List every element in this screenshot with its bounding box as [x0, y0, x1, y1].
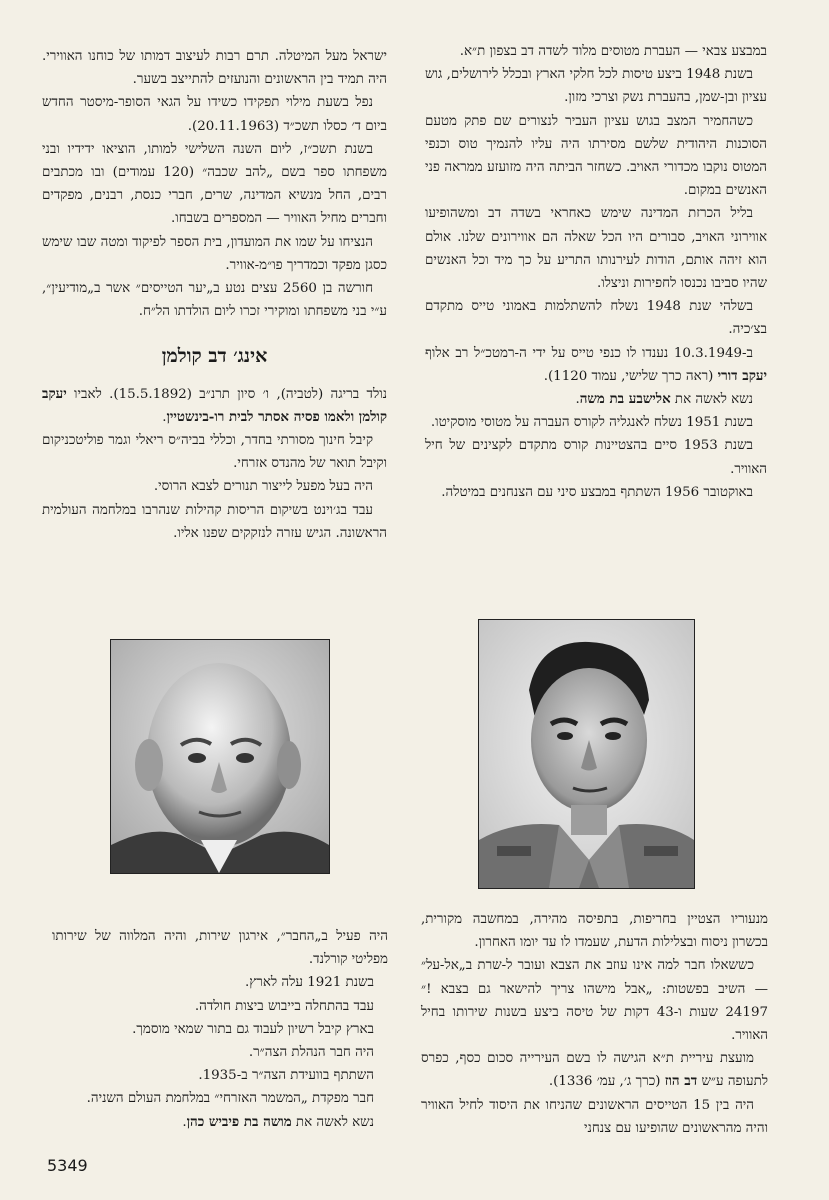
paragraph [421, 1047, 768, 1093]
paragraph: כששאלו חבר למה אינו עוזב את הצבא ועובר ל-שרת ב„אל-על״ — השיב בפשטות: „אבל מישהו צריך להישאר גם בצבא !״ 24197 שעות ו-43 דקות של טיסה ביצע בשנות שירותו בחיל האוויר. [421, 958, 768, 1044]
bold-name: יעקב דורי [717, 367, 767, 384]
section-title: אינג׳ דב קולמן [161, 345, 268, 368]
paragraph: בליל הכרזת המדינה שימש כאחראי בשדה דב ומשהופיעו אווירוני האויב, סבורים היו הכל שאלה הם אווירונים שלנו. אולם הוא זיהה אותם, הודות לעירנותו התריע על כך מיד וכל האנשים שהיו סביבו נכנסו לחפירות וניצלו. [425, 206, 767, 292]
paragraph: הנציחו על שמו את המועדון, בית הספר לפיקוד ומטה שבו שימש כסגן מפקד וכמדריך פו״מ-אוויר. [42, 234, 387, 273]
text-span: . [575, 392, 580, 408]
text-span: נשא לאשה את [670, 392, 753, 408]
paragraph: מנעוריו הצטיין בחריפות, בתפיסה מהירה, במחשבה מקורית, בכשרון ניסוח ובצלילות הדעת, שעמדו לו עד יומו האחרון. [421, 912, 768, 951]
paragraph: בארץ קיבל רשיון לעבוד גם בתור שמאי מוסמך. [132, 1021, 374, 1037]
right-column-top [425, 40, 767, 504]
paragraph: ישראל מעל המיטלה. תרם רבות לעיצוב דמותו של כוחנו האווירי. היה תמיד בין הראשונים והנועזים להתייצב בשער. [42, 49, 387, 88]
paragraph: חורשה בן 2560 עצים נטע ב„יער הטייסים״ אשר ב„מודיעין״, ע״י בני משפחתו ומוקירי זכרו ליום הולדתו הל״ח. [42, 281, 387, 320]
paragraph: עבד בהתחלה בייבוש ביצות חולדה. [194, 998, 374, 1014]
bold-name: אלישבע בת משה [579, 391, 671, 408]
paragraph [42, 383, 387, 429]
text-span: נולד בריגה (לטביה), ו׳ סיון תרנ״ב (15.5.1892). לאביו [66, 386, 387, 402]
bold-name: מושה בת פיביש כהן [186, 1113, 292, 1130]
paragraph: בשנת 1951 נשלח לאנגליה לקורס העברה על מטוסי מוסקיטו. [430, 415, 753, 431]
paragraph: באוקטובר 1956 השתתף במבצע סיני עם הצנחנים במיטלה. [441, 484, 753, 500]
page-number: 5349 [47, 1156, 88, 1175]
paragraph: נפל בשעת מילוי תפקידו כשידו על הגאי הסופר-מיסטר החדש ביום ד׳ כסלו תשכ״ד (20.11.1963). [42, 95, 387, 134]
paragraph: בשנת 1921 עלה לארץ. [245, 975, 374, 991]
text-span: ב-10.3.1949 נענדו לו כנפי טייס על ידי ה-רמטכ״ל רב אלוף [425, 345, 753, 361]
paragraph: היה פעיל ב„החבר״, אירגון שירות, והיה המלווה של שירותו מפליטי קורלנד. [52, 929, 388, 968]
paragraph: כשהחמיר המצב בגוש עציון העביר לנצורים שם פתק מטעם הסוכנות היהודית שלשם מסירתו היה עליו להנמיך טוס וכנפי המטוס נוקבו מכדורי האויב. כשחזר הביתה היה מזועזע ממראה פני האנשים במקום. [425, 113, 767, 199]
text-span: (כרך ג׳, עמ׳ 1336). [548, 1074, 665, 1090]
left-column-bottom [52, 925, 388, 1134]
paragraph: במבצע צבאי — העברת מטוסים מלוד לשדה דב בצפון ת״א. [459, 44, 767, 59]
paragraph: היה בעל מפעל לייצור תנורים לצבא הרוסי. [153, 479, 373, 495]
paragraph: בשלהי שנת 1948 נשלח להשתלמות באמוני טייס מתקדם בצ׳כיה. [425, 299, 767, 338]
portrait-photo [110, 639, 330, 874]
bold-name: דב הוז [664, 1073, 698, 1090]
paragraph: בשנת 1948 ביצע טיסות לכל חלקי הארץ ובכלל לירושלים, גוש עציון ובן-שמן, בהעברת נשק וצרכי מזון. [425, 67, 767, 106]
paragraph: בשנת 1953 סיים בהצטיינות קורס מתקדם לקצינים של חיל האוויר. [425, 438, 767, 477]
right-column-bottom [421, 908, 768, 1140]
paragraph: בשנת תשכ״ז, ליום השנה השלישי למותו, הוציאו ידידיו ובני משפחתו ספר בשם „להב שכבה״ (120 עמודים) ובו מכתבים רבים, החל מנשיא המדינה, שרים, חברי כנסת, רבנים, מפקדים וחברים מחיל האוויר — המספרים בשבחו. [42, 141, 387, 227]
paragraph: חבר מפקדת „המשמר האזרחי״ במלחמת העולם השניה. [86, 1091, 374, 1107]
text-span: (ראה כרך שלישי, עמוד 1120). [543, 368, 718, 384]
paragraph [425, 342, 767, 388]
paragraph: עבד בג׳וינט בשיקום הריסות קהילות שנהרבו במלחמה העולמית הראשונה. הגיש עזרה לנזקקים שפנו אליו. [42, 502, 387, 541]
paragraph: השתתף בוועידת הצה״ר ב-1935. [198, 1068, 374, 1084]
paragraph: היה בין 15 הטייסים הראשונים שהניחו את היסוד לחיל האוויר והיה מהראשונים שהופיעו עם צנחני [421, 1097, 768, 1136]
paragraph: היה חבר הנהלת הצה״ר. [248, 1045, 374, 1061]
paragraph [52, 1111, 388, 1134]
paragraph [425, 388, 767, 411]
paragraph: קיבל חינוך מסורתי בחדר, וכללי בביה״ס ריאלי וגמר פוליטכניקום וקיבל תואר של מהנדס אזרחי. [42, 433, 387, 472]
text-span: נשא לאשה את [291, 1114, 374, 1130]
portrait-photo [478, 619, 695, 889]
left-column-top [42, 45, 387, 545]
text-span: . [182, 1114, 187, 1130]
text-span: מועצת עיריית ת״א הגישה לו בשם העירייה סכום כסף, כפרס לתעופה ע״ש [421, 1051, 768, 1090]
bold-name: יעקב קולמן ולאמו פסיה אסתר לבית רו-בינשטיין [42, 385, 387, 425]
text-span: . [162, 409, 167, 425]
